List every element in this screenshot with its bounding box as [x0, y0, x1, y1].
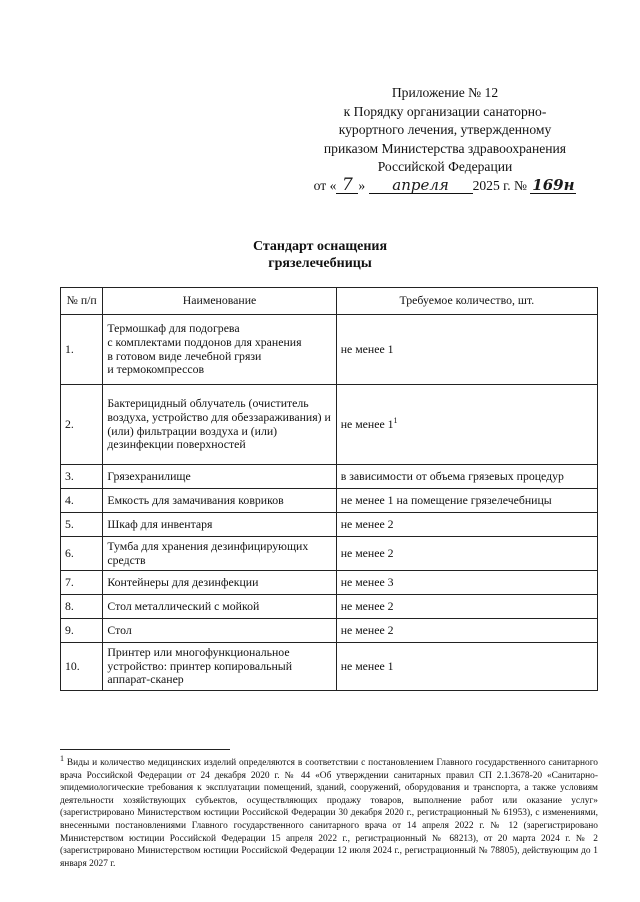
table-header-row — [61, 288, 598, 315]
quantity-text: не менее 2 — [340, 598, 394, 613]
quantity-text: не менее 1 — [340, 416, 394, 431]
row-number: 8. — [61, 595, 103, 619]
row-number: 9. — [61, 619, 103, 643]
quantity-text: не менее 3 — [340, 574, 394, 589]
table-row — [61, 537, 598, 571]
row-name: Емкость для замачивания ковриков — [103, 489, 336, 513]
appendix-header — [300, 84, 590, 195]
appendix-line-1: Приложение № 12 — [391, 85, 499, 100]
row-number: 3. — [61, 465, 103, 489]
row-quantity — [336, 571, 597, 595]
footnote-reference: 1 — [393, 415, 398, 425]
footnote — [60, 753, 598, 870]
table-row — [61, 571, 598, 595]
row-name: Принтер или многофункциональное устройство: принтер копировальный аппарат-сканер — [103, 643, 336, 691]
title-line-1: Стандарт оснащения — [252, 239, 388, 254]
row-quantity — [336, 595, 597, 619]
quantity-text: в зависимости от объема грязевых процедур — [340, 468, 564, 483]
title-line-2: грязелечебницы — [268, 256, 372, 271]
row-number: 2. — [61, 385, 103, 465]
row-name: Стол металлический с мойкой — [103, 595, 336, 619]
quantity-text: не менее 2 — [340, 545, 394, 560]
row-quantity — [336, 465, 597, 489]
row-name: Термошкаф для подогрева с комплектами поддонов для хранения в готовом виде лечебной грязи и термокомпрессов — [103, 315, 336, 385]
appendix-line-3: курортного лечения, утвержденному — [338, 122, 552, 137]
table-row — [61, 619, 598, 643]
row-name: Контейнеры для дезинфекции — [103, 571, 336, 595]
row-number: 5. — [61, 513, 103, 537]
row-name: Бактерицидный облучатель (очиститель воздуха, устройство для обеззараживания) и (или) фильтрации воздуха и (или) дезинфекции поверхностей — [103, 385, 336, 465]
row-number: 6. — [61, 537, 103, 571]
row-quantity — [336, 643, 597, 691]
table-row — [61, 643, 598, 691]
date-prefix: от « — [313, 177, 337, 193]
appendix-line-4: приказом Министерства здравоохранения — [323, 140, 567, 156]
equipment-table — [60, 287, 598, 691]
appendix-line-5: Российской Федерации — [377, 159, 513, 174]
header-quantity: Требуемое количество, шт. — [336, 288, 597, 315]
date-mid: » — [358, 177, 366, 193]
row-number: 4. — [61, 489, 103, 513]
table-row — [61, 315, 598, 385]
table-row — [61, 489, 598, 513]
handwritten-month: апреля — [369, 178, 473, 194]
table-row — [61, 385, 598, 465]
footnote-mark: 1 — [60, 753, 64, 763]
row-number: 7. — [61, 571, 103, 595]
order-date-line — [300, 174, 590, 196]
table-row — [61, 465, 598, 489]
footnote-divider — [60, 749, 230, 750]
row-name: Тумба для хранения дезинфицирующих средств — [103, 537, 336, 571]
year-text: 2025 г. № — [472, 177, 527, 193]
quantity-text: не менее 1 на помещение грязелечебницы — [340, 492, 552, 507]
row-quantity — [336, 619, 597, 643]
quantity-text: не менее 1 — [340, 658, 394, 673]
header-number: № п/п — [61, 288, 103, 315]
handwritten-day: 7 — [336, 178, 358, 194]
row-number: 10. — [61, 643, 103, 691]
document-title — [0, 238, 640, 272]
footnote-text: Виды и количество медицинских изделий определяются в соответствии с постановлением Главного государственного санитарного врача Российской Федерации от 24 декабря 2020 г. № 44 «Об утверждении санитарных правил СП 2.1.3678-20 «Санитарно-эпидемиологические требования к эксплуатации помещений, зданий, сооружений, оборудования и транспорта, а также условиям деятельности хозяйствующих субъектов, осуществляющих продажу товаров, выполнение работ или оказание услуг» (зарегистрировано Министерством юстиции Российской Федерации 30 декабря 2020 г., регистрационный № 61953), с изменениями, внесенными постановлениями Главного государственного санитарного врача от 14 апреля 2022 г. № 12 (зарегистрировано Министерством юстиции Российской Федерации 15 апреля 2022 г., регистрационный № 68213), от 20 марта 2024 г. № 2 (зарегистрировано Министерством юстиции Российской Федерации 12 июля 2024 г., регистрационный № 78805), действующим до 1 января 2027 г. — [60, 758, 598, 869]
quantity-text: не менее 2 — [340, 516, 394, 531]
row-quantity — [336, 489, 597, 513]
row-quantity — [336, 513, 597, 537]
header-name: Наименование — [103, 288, 336, 315]
table-body — [61, 315, 598, 691]
table-row — [61, 595, 598, 619]
quantity-text: не менее 1 — [340, 341, 394, 356]
row-number: 1. — [61, 315, 103, 385]
row-quantity — [336, 315, 597, 385]
row-quantity — [336, 537, 597, 571]
handwritten-order-number: 169н — [532, 175, 575, 194]
appendix-line-2: к Порядку организации санаторно- — [343, 103, 547, 119]
row-name: Стол — [103, 619, 336, 643]
quantity-text: не менее 2 — [340, 622, 394, 637]
row-quantity — [336, 385, 597, 465]
row-name: Грязехранилище — [103, 465, 336, 489]
table-row — [61, 513, 598, 537]
row-name: Шкаф для инвентаря — [103, 513, 336, 537]
